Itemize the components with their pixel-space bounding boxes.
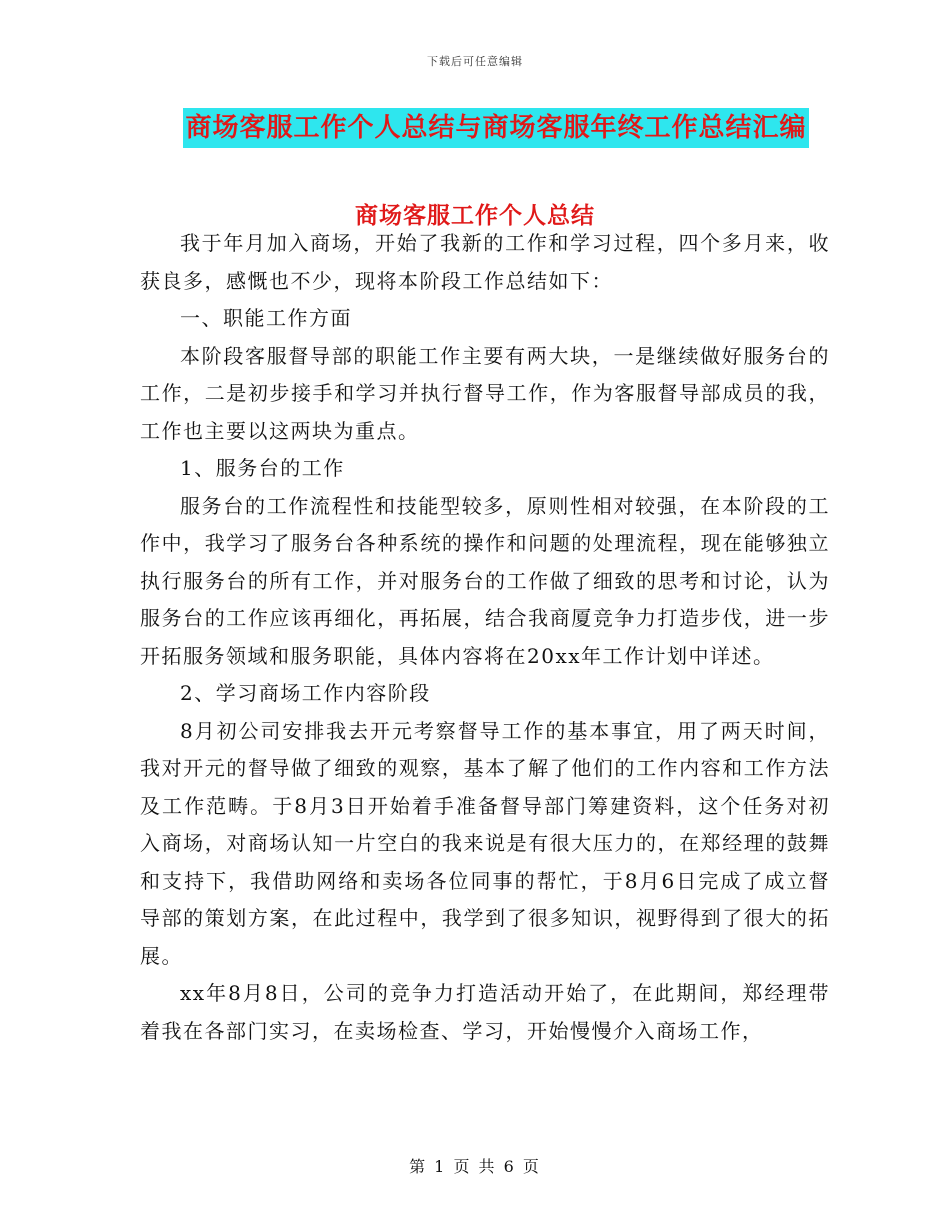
paragraph: 本阶段客服督导部的职能工作主要有两大块，一是继续做好服务台的工作，二是初步接手和学习并执行督导工作，作为客服督导部成员的我，工作也主要以这两块为重点。 (140, 343, 830, 443)
document-title: 商场客服工作个人总结与商场客服年终工作总结汇编 (183, 108, 808, 148)
section-title: 商场客服工作个人总结 (355, 202, 595, 229)
paragraph: 服务台的工作流程性和技能型较多，原则性相对较强，在本阶段的工作中，我学习了服务台各种系统的操作和问题的处理流程，现在能够独立执行服务台的所有工作，并对服务台的工作做了细致的思考和讨论，认为服务台的工作应该再细化，再拓展，结合我商厦竞争力打造步伐，进一步开拓服务领域和服务职能，具体内容将在20xx年工作计划中详述。 (140, 493, 830, 668)
paragraph: 我于年月加入商场，开始了我新的工作和学习过程，四个多月来，收获良多，感慨也不少，现将本阶段工作总结如下： (140, 231, 830, 293)
paragraph: 一、职能工作方面 (180, 306, 352, 330)
document-body (140, 225, 830, 1050)
paragraph: 1、服务台的工作 (180, 456, 345, 480)
paragraph: 8月初公司安排我去开元考察督导工作的基本事宜，用了两天时间，我对开元的督导做了细致的观察，基本了解了他们的工作内容和工作方法及工作范畴。于8月3日开始着手准备督导部门筹建资料，这个任务对初入商场，对商场认知一片空白的我来说是有很大压力的，在郑经理的鼓舞和支持下，我借助网络和卖场各位同事的帮忙，于8月6日完成了成立督导部的策划方案，在此过程中，我学到了很多知识，视野得到了很大的拓展。 (140, 718, 830, 968)
page-footer: 第 1 页 共 6 页 (409, 1157, 541, 1176)
header-note: 下载后可任意编辑 (427, 55, 523, 68)
document-title-wrap (0, 108, 950, 148)
paragraph: 2、学习商场工作内容阶段 (180, 681, 431, 705)
paragraph: xx年8月8日，公司的竞争力打造活动开始了，在此期间，郑经理带着我在各部门实习，在卖场检查、学习，开始慢慢介入商场工作， (140, 981, 830, 1043)
